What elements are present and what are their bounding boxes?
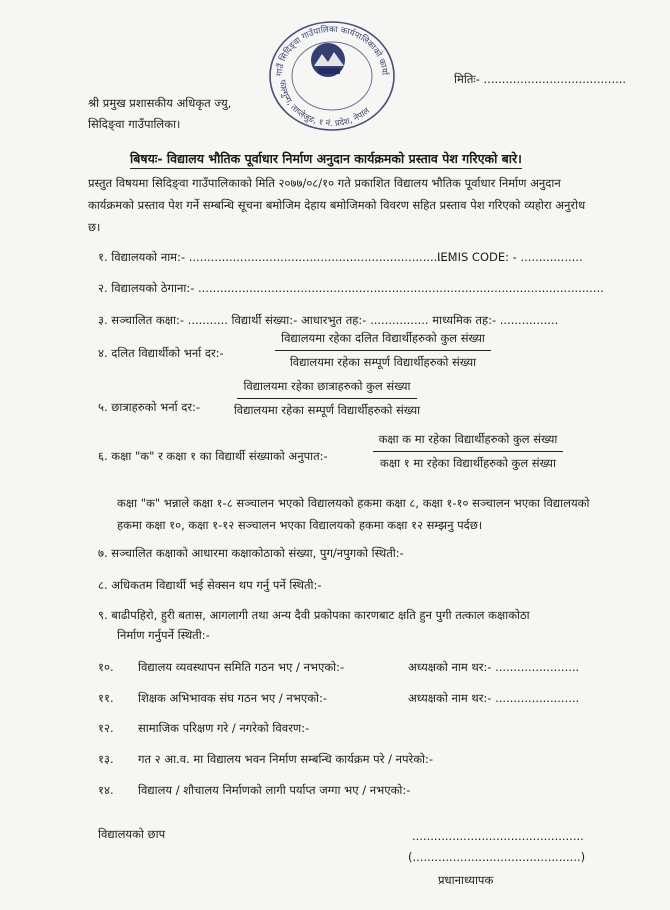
seal-ring-text: गाउँ सिदिङ्वा गाउँपालिका कार्यपालिकाको कार्या xyxy=(274,24,390,77)
addressee-line-1: श्री प्रमुख प्रशासकीय अधिकृत ज्यु, xyxy=(88,96,232,110)
social-audit-field[interactable]: सामाजिक परिक्षण गरे / नगरेको विवरण:- xyxy=(138,721,310,735)
smc-chair-name-field[interactable]: अध्यक्षको नाम थर:- ....................... xyxy=(408,660,580,674)
class-ratio-fraction xyxy=(360,432,576,471)
item-12-number: १२. xyxy=(98,721,114,735)
iemis-code-field[interactable]: IEMIS CODE: - ................. xyxy=(437,250,583,264)
headteacher-name-field[interactable]: (..............................................) xyxy=(408,850,586,864)
fraction-denominator: विद्यालयमा रहेका सम्पूर्ण विद्यार्थीहरुको संख्या xyxy=(233,403,421,417)
svg-text:फाल्गुन्ग, ताप्लेजुङ, १ नं. प् xyxy=(277,79,372,129)
item-11-number: ११. xyxy=(98,691,114,705)
fraction-numerator: कक्षा क मा रहेका विद्यार्थीहरुको कुल संख्या xyxy=(373,432,564,452)
classroom-count-field[interactable]: ७. सञ्चालित कक्षाको आधारमा कक्षाकोठाको संख्या, पुग/नपुगको स्थिती:- xyxy=(98,546,404,560)
headteacher-title: प्रधानाध्यापक xyxy=(438,873,494,887)
classes-student-count-field[interactable]: ३. सञ्चालित कक्षा:- ........... विद्यार्थी संख्या:- आधारभुत तह:- ................ माध्यमिक तह:- ................ xyxy=(98,313,559,327)
class-ka-note: कक्षा "क" भन्नाले कक्षा १-८ सञ्चालन भएको विद्यालयको हकमा कक्षा ८, कक्षा १-१० सञ्चालन भएका विद्यालयको हकमा कक्षा १०, कक्षा १-१२ सञ्चालन भएका विद्यालयको हकमा कक्षा १२ सम्झनु पर्दछ। xyxy=(117,496,590,532)
seal-ring-text-2: फाल्गुन्ग, ताप्लेजुङ, १ नं. प्रदेश, नेपाल xyxy=(276,79,372,130)
intro-paragraph: प्रस्तुत विषयमा सिदिङ्वा गाउँपालिकाको मिति २०७७/०८/१० गते प्रकाशित विद्यालय भौतिक पूर्वाधार निर्माण अनुदान कार्यक्रमको प्रस्ताव पेश गर्ने सम्बन्धि सूचना बमोजिम देहाय बमोजिमको विवरण सहित प्रस्ताव पेश गरिएको व्यहोरा अनुरोध छ। xyxy=(88,176,586,234)
signature-line[interactable]: ............................................... xyxy=(412,829,584,843)
pta-formed-field[interactable]: शिक्षक अभिभावक संघ गठन भए / नभएको:- xyxy=(138,691,328,705)
item-10-number: १०. xyxy=(98,660,114,674)
seal-icon xyxy=(262,18,402,134)
school-address-field[interactable]: २. विद्यालयको ठेगाना:- ............................................................................................................... xyxy=(98,281,604,295)
class-ratio-label: ६. कक्षा "क" र कक्षा १ का विद्यार्थी संख्याको अनुपात:- xyxy=(98,449,328,463)
municipality-seal xyxy=(262,18,402,134)
fraction-numerator: विद्यालयमा रहेका दलित विद्यार्थीहरुको कुल संख्या xyxy=(275,331,491,351)
disaster-damage-line-1: ९. बाढीपहिरो, हुरी बतास, आगलागी तथा अन्य दैवी प्रकोपका कारणबाट क्षति हुन पुगी तत्काल कक्षाकोठा xyxy=(98,608,530,622)
school-name-field[interactable]: १. विद्यालयको नाम:- ......................................................................... xyxy=(98,250,456,264)
fraction-denominator: कक्षा १ मा रहेका विद्यार्थीहरुको कुल संख्या xyxy=(380,456,556,470)
girls-enrollment-fraction xyxy=(214,379,440,418)
dalit-enrollment-label: ४. दलित विद्यार्थीको भर्ना दर:- xyxy=(98,346,224,360)
date-field[interactable]: मितिः- ....................................... xyxy=(454,72,627,86)
section-addition-field[interactable]: ८. अधिकतम विद्यार्थी भई सेक्सन थप गर्नु पर्ने स्थिती:- xyxy=(98,578,322,592)
land-availability-field[interactable]: विद्यालय / शौचालय निर्माणको लागी पर्याप्त जग्गा भए / नभएको:- xyxy=(138,783,411,797)
item-13-number: १३. xyxy=(98,752,114,766)
item-14-number: १४. xyxy=(98,783,114,797)
girls-enrollment-label: ५. छात्राहरुको भर्ना दर:- xyxy=(98,400,201,414)
pta-chair-name-field[interactable]: अध्यक्षको नाम थर:- ....................... xyxy=(408,691,580,705)
fraction-numerator: विद्यालयमा रहेका छात्राहरुको कुल संख्या xyxy=(237,379,416,399)
school-stamp-label: विद्यालयको छाप xyxy=(98,827,166,841)
addressee-line-2: सिदिङ्वा गाउँपालिका। xyxy=(88,117,181,131)
disaster-damage-line-2[interactable]: निर्माण गर्नुपर्ने स्थिती:- xyxy=(117,628,210,642)
subject-heading: बिषयः- विद्यालय भौतिक पूर्वाधार निर्माण अनुदान कार्यक्रमको प्रस्ताव पेश गरिएको बारे। xyxy=(130,150,522,169)
building-program-field[interactable]: गत २ आ.व. मा विद्यालय भवन निर्माण सम्बन्धि कार्यक्रम परे / नपरेको:- xyxy=(138,752,434,766)
fraction-denominator: विद्यालयमा रहेका सम्पूर्ण विद्यार्थीहरुको संख्या xyxy=(289,355,477,369)
dalit-enrollment-fraction xyxy=(248,331,518,370)
smc-formed-field[interactable]: विद्यालय व्यवस्थापन समिति गठन भए / नभएको:- xyxy=(138,660,345,674)
